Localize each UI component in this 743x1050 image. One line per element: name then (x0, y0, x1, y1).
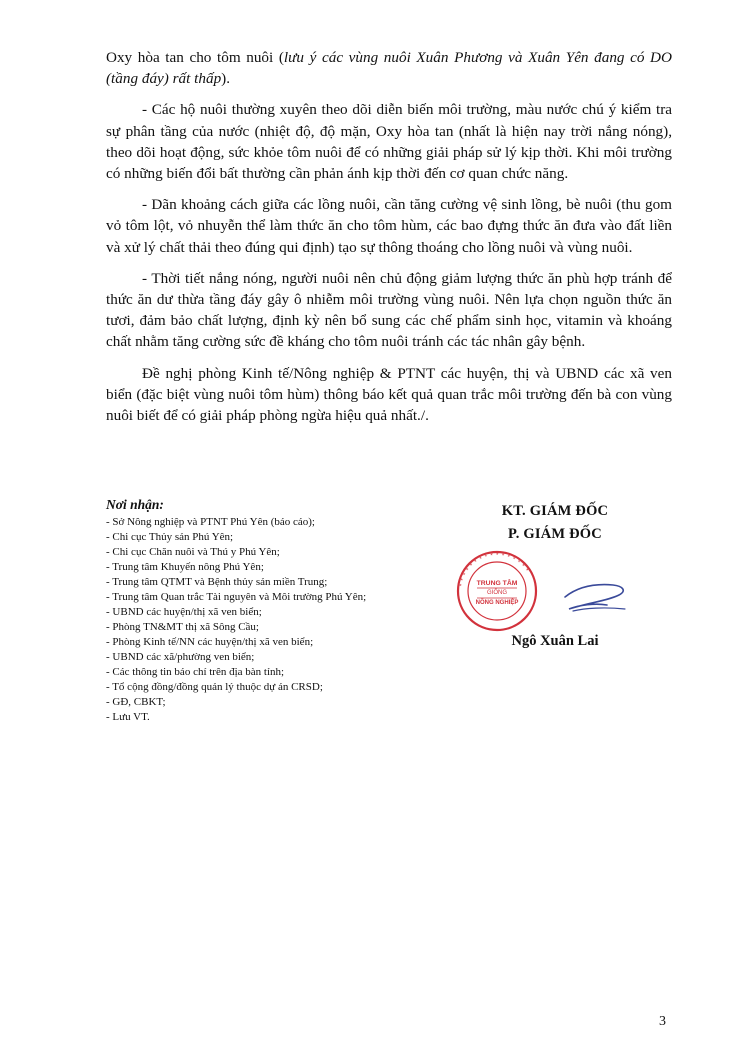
recipient-item: - Trung tâm Quan trắc Tài nguyên và Môi trường Phú Yên; (106, 591, 367, 603)
recipient-item: - Phòng TN&MT thị xã Sông Cầu; (106, 621, 259, 633)
stamp-area (455, 545, 655, 631)
recipient-item: - Trung tâm Khuyến nông Phú Yên; (106, 561, 264, 573)
handwritten-signature-icon (495, 565, 635, 635)
stamp-text-bottom: NÔNG NGHIỆP (475, 600, 519, 606)
recipient-item: - UBND các huyện/thị xã ven biển; (106, 606, 262, 618)
recipients-list (106, 515, 406, 725)
recipient-item: - Chi cục Thủy sản Phú Yên; (106, 531, 234, 543)
paragraph-2: - Các hộ nuôi thường xuyên theo dõi diễn biến môi trường, màu nước chú ý kiểm tra sự phân tầng của nước (nhiệt độ, độ mặn, Oxy hòa tan (nhất là hiện nay trời nắng nóng), theo dõi hoạt động, sức khỏe tôm nuôi để có những giải pháp sử lý kịp thời. Khi môi trường có những biến đổi bất thường cần phản ánh kịp thời đến cơ quan chức năng. (106, 101, 672, 183)
svg-text:* * * * * * * * * * * * * * *: * * * * * * * * * * * * * * * * (458, 551, 530, 588)
recipient-item: - UBND các xã/phường ven biển; (106, 651, 255, 663)
recipient-item: - GĐ, CBKT; (106, 696, 166, 708)
paragraph-4: - Thời tiết nắng nóng, người nuôi nên chủ động giảm lượng thức ăn phù hợp tránh để thức ăn dư thừa tầng đáy gây ô nhiễm môi trường vùng nuôi. Nên lựa chọn nguồn thức ăn tươi, đảm bảo chất lượng, định kỳ nên bổ sung các chế phẩm sinh học, vitamin và khoáng chất nhằm tăng cường sức đề kháng cho tôm nuôi tránh các tác nhân gây bệnh. (106, 269, 672, 351)
recipient-item: - Các thông tin báo chí trên địa bàn tỉnh; (106, 666, 285, 678)
signer-name: Ngô Xuân Lai (511, 633, 599, 649)
paragraph-1-end: ). (221, 70, 231, 88)
paragraph-1-italic: lưu ý các vùng nuôi Xuân Phương và Xuân Yên đang có DO (tầng đáy) rất thấp (106, 49, 672, 88)
paragraph-3: - Dãn khoảng cách giữa các lồng nuôi, cần tăng cường vệ sinh lồng, bè nuôi (thu gom vỏ tôm lột, vỏ nhuyễn thể làm thức ăn cho tôm hùm, các bao đựng thức ăn đưa vào đất liền và xử lý chất thải theo đúng qui định) tạo sự thông thoáng cho lồng nuôi và vùng nuôi. (106, 196, 672, 256)
signature-block (455, 501, 655, 651)
paragraph-1 (106, 47, 672, 89)
stamp-text-top: TRUNG TÂM (476, 580, 518, 587)
recipients-block (106, 497, 406, 725)
recipient-item: - Trung tâm QTMT và Bệnh thủy sản miền Trung; (106, 576, 328, 588)
paragraph-1-normal: Oxy hòa tan cho tôm nuôi ( (106, 49, 284, 66)
recipient-item: - Tổ cộng đồng/đồng quản lý thuộc dự án CRSD; (106, 681, 323, 693)
signature-title-2: P. GIÁM ĐỐC (508, 526, 602, 542)
body-text (106, 47, 672, 436)
stamp-text-mid: GIỐNG (486, 590, 508, 596)
recipient-item: - Sở Nông nghiệp và PTNT Phú Yên (báo cáo); (106, 516, 315, 528)
recipient-item: - Chi cục Chăn nuôi và Thú y Phú Yên; (106, 546, 280, 558)
page-number: 3 (659, 1014, 666, 1029)
recipients-title: Nơi nhận: (106, 497, 164, 512)
recipient-item: - Phòng Kinh tế/NN các huyện/thị xã ven biển; (106, 636, 314, 648)
recipient-item: - Lưu VT. (106, 711, 150, 723)
paragraph-5: Đề nghị phòng Kinh tế/Nông nghiệp & PTNT các huyện, thị và UBND các xã ven biển (đặc biệt vùng nuôi tôm hùm) thông báo kết quả quan trắc môi trường đến bà con vùng nuôi biết để có giải pháp phòng ngừa hiệu quả nhất./. (106, 364, 672, 425)
signature-title-1: KT. GIÁM ĐỐC (501, 503, 609, 519)
